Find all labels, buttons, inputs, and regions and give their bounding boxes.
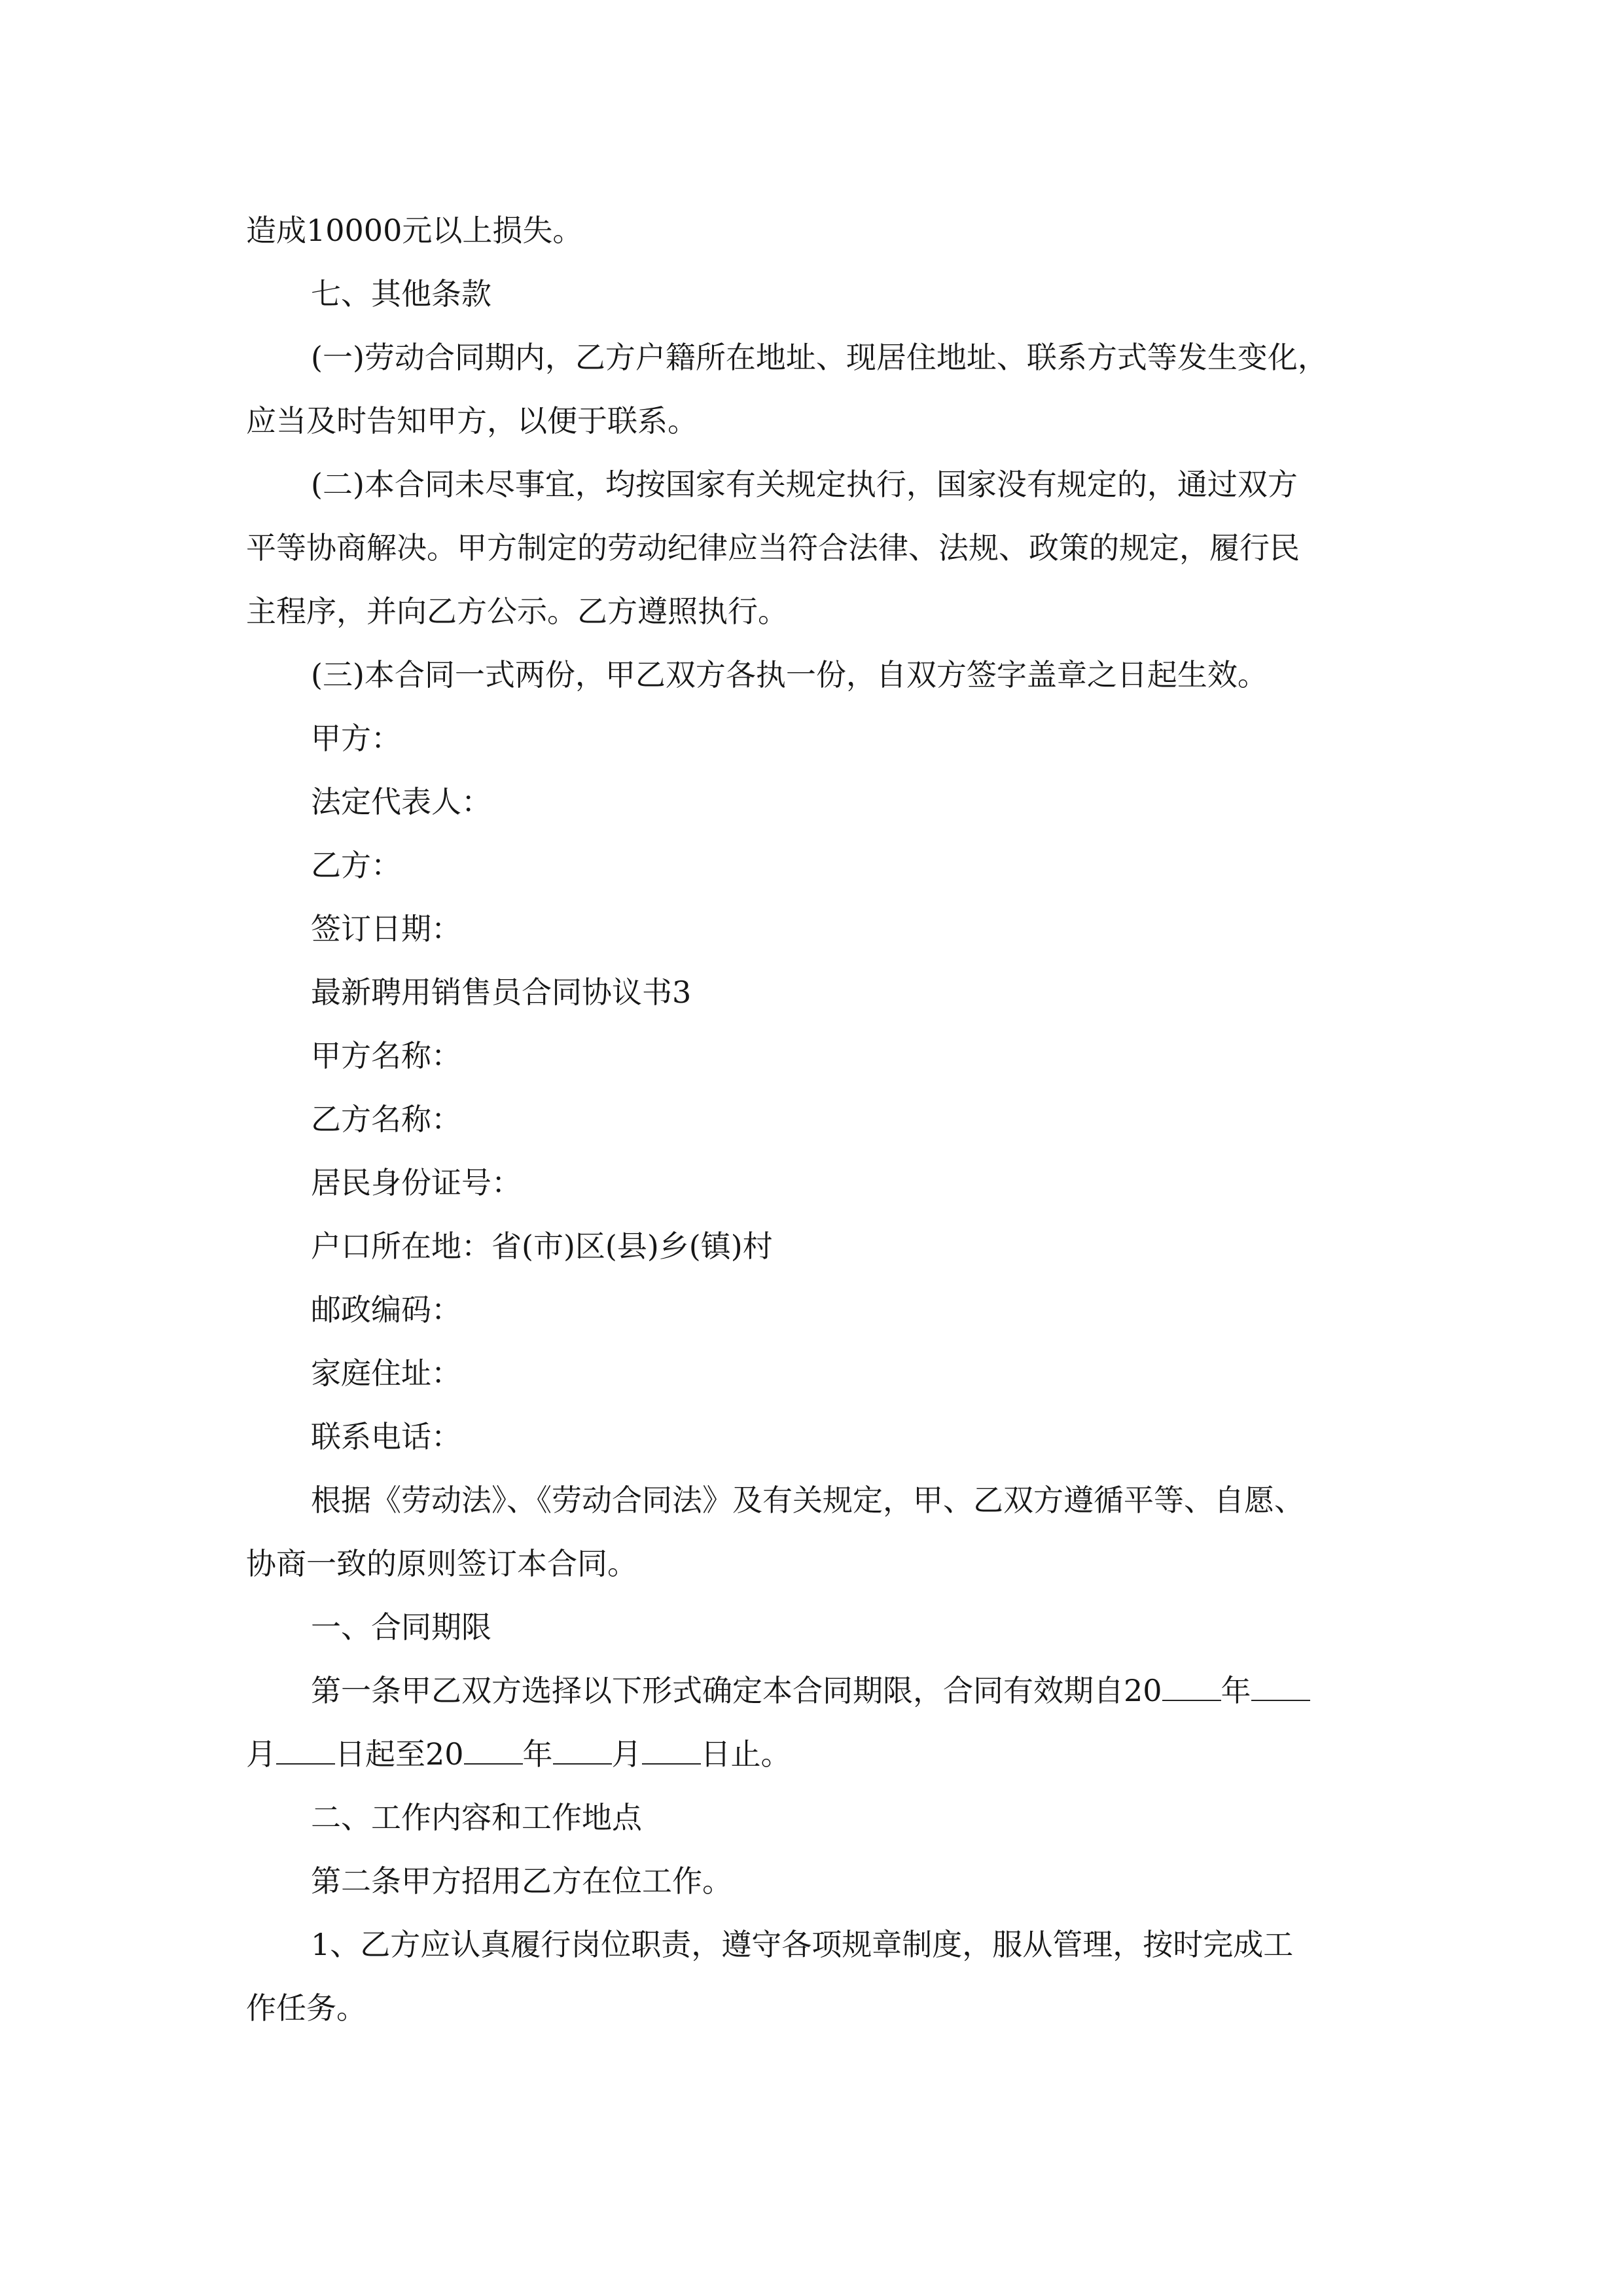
blank-day-start	[276, 1737, 335, 1765]
section-heading: 七、其他条款	[311, 276, 491, 312]
term-text: 日起至20	[335, 1736, 464, 1772]
text-line: 应当及时告知甲方，以便于联系。	[246, 403, 698, 439]
term-text: 年	[522, 1736, 553, 1772]
section-heading: 一、合同期限	[311, 1609, 491, 1645]
field-party-b-name: 乙方名称：	[311, 1102, 461, 1137]
text-line: (二)本合同未尽事宜，均按国家有关规定执行，国家没有规定的，通过双方	[311, 467, 1298, 502]
text-line: 第二条甲方招用乙方在位工作。	[311, 1863, 732, 1899]
blank-day-end	[642, 1737, 701, 1765]
text-line: 根据《劳动法》、《劳动合同法》及有关规定，甲、乙双方遵循平等、自愿、	[311, 1482, 1304, 1518]
term-text: 年	[1221, 1673, 1251, 1708]
term-text: 日止。	[700, 1736, 791, 1772]
text-line: 1、乙方应认真履行岗位职责，遵守各项规章制度，服从管理，按时完成工	[311, 1927, 1294, 1962]
blank-year-start	[1162, 1674, 1221, 1701]
term-text: 第一条甲乙双方选择以下形式确定本合同期限，合同有效期自20	[311, 1673, 1162, 1708]
field-household-address: 户口所在地：省(市)区(县)乡(镇)村	[311, 1229, 773, 1264]
text-line: (一)劳动合同期内，乙方户籍所在地址、现居住地址、联系方式等发生变化，	[311, 340, 1328, 375]
text-line: 平等协商解决。甲方制定的劳动纪律应当符合法律、法规、政策的规定，履行民	[246, 530, 1300, 565]
term-line-1	[311, 1671, 1310, 1710]
signature-field-party-a: 甲方：	[311, 721, 401, 756]
term-text: 月	[246, 1736, 276, 1772]
field-postal-code: 邮政编码：	[311, 1292, 461, 1327]
field-party-a-name: 甲方名称：	[311, 1038, 461, 1073]
text-line: (三)本合同一式两份，甲乙双方各执一份，自双方签字盖章之日起生效。	[311, 657, 1268, 692]
field-home-address: 家庭住址：	[311, 1355, 461, 1391]
document-title: 最新聘用销售员合同协议书3	[311, 975, 692, 1010]
term-text: 月	[611, 1736, 642, 1772]
signature-field-legal-rep: 法定代表人：	[311, 784, 491, 819]
blank-month-start	[1251, 1674, 1310, 1701]
section-heading: 二、工作内容和工作地点	[311, 1800, 642, 1835]
field-id-number: 居民身份证号：	[311, 1165, 522, 1200]
term-line-2	[246, 1734, 791, 1774]
text-line: 协商一致的原则签订本合同。	[246, 1546, 637, 1581]
blank-month-end	[553, 1737, 612, 1765]
signature-field-party-b: 乙方：	[311, 848, 401, 883]
signature-field-date: 签订日期：	[311, 911, 461, 946]
text-line: 作任务。	[246, 1990, 366, 2026]
text-line: 主程序，并向乙方公示。乙方遵照执行。	[246, 594, 788, 629]
text-line: 造成10000元以上损失。	[246, 213, 583, 248]
blank-year-end	[464, 1737, 523, 1765]
field-phone: 联系电话：	[311, 1419, 461, 1454]
